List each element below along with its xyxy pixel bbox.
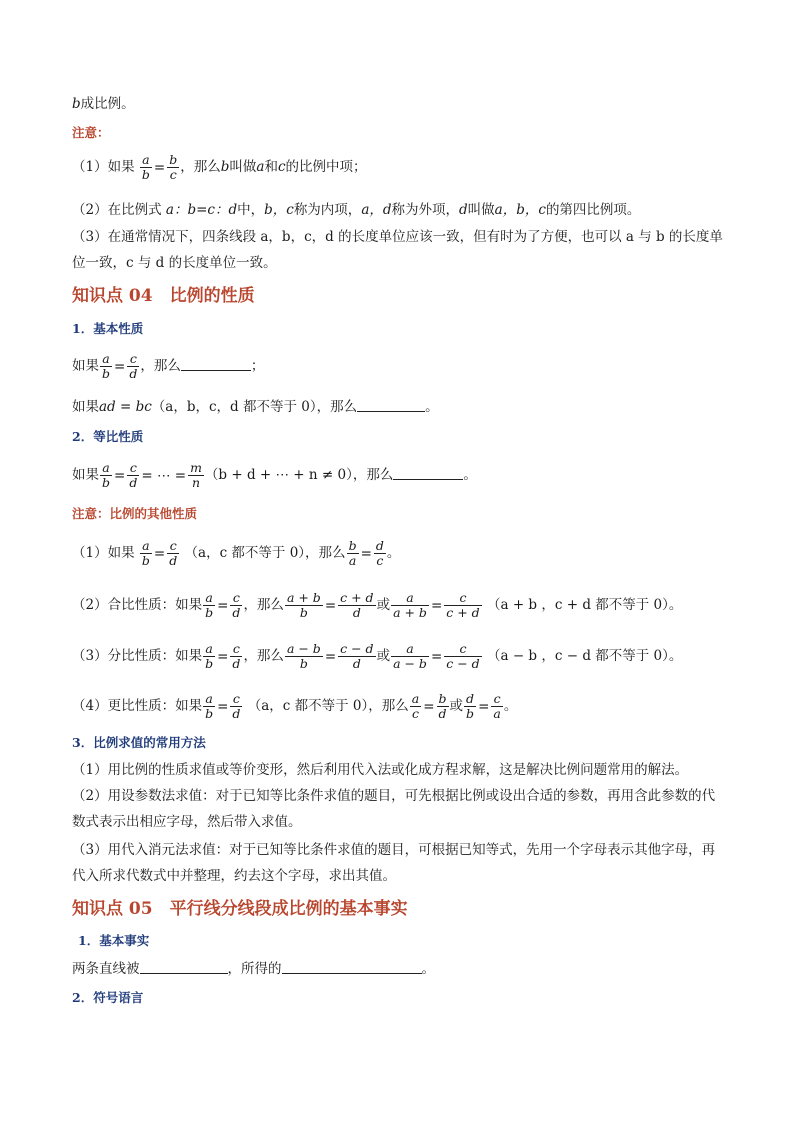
condition: （b + d + ⋯ + n ≠ 0），那么 [204, 467, 394, 483]
property-4-alternendo: （4）更比性质：如果 $\frac{a}{b}$ = $\frac{c}{d}$ （a，c 都不等于 0），那么 $\frac{a}{c}$ = $\frac{b}{d}$ 或 $\frac{d}{b}$ = $\frac{c}{a}$ 。 [72, 691, 518, 721]
text: 或 [449, 698, 464, 714]
denominator: d [129, 366, 138, 381]
equal-ratio-line [72, 461, 724, 490]
denominator: b [102, 366, 111, 381]
equation: ad = bc [99, 399, 152, 415]
equals-sign: = [153, 159, 166, 176]
var: c [277, 159, 286, 175]
numerator: b [169, 152, 178, 167]
fraction-c-over-d [127, 352, 139, 381]
fraction: $\frac{d}{c}$ [375, 538, 384, 568]
denominator: b [102, 475, 111, 490]
item-prefix: （1）如果 [72, 159, 135, 175]
condition: （a，c 都不等于 0），那么 [184, 545, 346, 561]
text: （2）合比性质：如果 [72, 597, 203, 613]
basic-property-line-1 [72, 352, 724, 381]
numerator: c [127, 352, 139, 367]
var: b [220, 159, 230, 175]
equals-sign: = [114, 358, 126, 375]
property-3-dividendo: （3）分比性质：如果 $\frac{a}{b}$ = $\frac{c}{d}$ ，那么 $\frac{a - b}{b}$ = $\frac{c - d}{d}$ 或 $\frac{a}{a - b}$ = $\frac{c}{c - d}$ （a − b ，c − d 都不等于 0）。 [72, 641, 683, 671]
text: 。 [425, 399, 439, 415]
text: 中， [237, 202, 265, 218]
text: （1）如果 [72, 545, 135, 561]
condition: （a，c 都不等于 0），那么 [247, 698, 409, 714]
note-item-2 [72, 198, 724, 222]
var-b: b [72, 96, 81, 112]
fraction-c-over-d [127, 461, 139, 490]
basic-fact-line [72, 957, 724, 981]
other-properties-note: 注意：比例的其他性质 [72, 506, 198, 521]
intro-text: 成比例。 [80, 96, 135, 112]
denominator: n [191, 475, 201, 490]
text: 。 [463, 467, 477, 483]
answer-blank[interactable] [140, 959, 228, 974]
outer-terms: a，d [361, 202, 392, 218]
denominator: d [129, 475, 138, 490]
text: 或 [376, 597, 391, 613]
fraction-a-over-b [100, 352, 112, 381]
text: 。 [421, 961, 435, 977]
section-title-05: 知识点 05 平行线分线段成比例的基本事实 [72, 899, 408, 919]
note-label: 注意： [72, 125, 110, 140]
note-item-1 [72, 153, 724, 182]
text: ； [250, 358, 265, 374]
note-item-3: （3）在通常情况下，四条线段 a，b，c，d 的长度单位应该一致，但有时为了方便，也可以 a 与 b 的长度单位一致，c 与 d 的长度单位一致。 [72, 229, 723, 271]
text: 称为内项， [293, 202, 362, 218]
answer-blank[interactable] [181, 356, 251, 371]
item-prefix: （2）在比例式 [72, 202, 166, 218]
subheading-basic-property: 1．基本性质 [72, 321, 144, 336]
text: 如果 [72, 399, 99, 415]
ellipsis-equals: = ⋯ = [141, 467, 187, 484]
text: 两条直线被 [72, 961, 140, 977]
text: 的比例中项； [285, 159, 367, 175]
subheading-equal-ratio: 2．等比性质 [72, 429, 144, 444]
condition: （a − b ，c − d 都不等于 0）。 [486, 648, 683, 664]
var: d [459, 202, 468, 218]
property-2-componendo: （2）合比性质：如果 $\frac{a}{b}$ = $\frac{c}{d}$ ，那么 $\frac{a + b}{b}$ = $\frac{c + d}{d}$ 或 $\frac{a}{a + b}$ = $\frac{c}{c + d}$ （a + b ，c + d 都不等于 0）。 [72, 590, 683, 620]
fraction-a-over-b [100, 461, 112, 490]
text: ，那么 [243, 597, 284, 613]
answer-blank[interactable] [357, 397, 425, 412]
fraction-b-over-c [167, 153, 179, 182]
text: 叫做 [229, 159, 257, 175]
numerator: a [140, 153, 152, 168]
text: ，那么 [180, 159, 221, 175]
text: 如果 [72, 467, 99, 483]
method-3: （3）用代入消元法求值：对于已知等比条件求值的题目，可根据已知等式，先用一个字母表示其他字母，再代入所求代数式中并整理，约去这个字母，求出其值。 [72, 842, 716, 884]
text: ，那么 [243, 648, 284, 664]
fraction: $\frac{b}{a}$ [348, 538, 357, 568]
method-2: （2）用设参数法求值：对于已知等比条件求值的题目，可先根据比例或设出合适的参数，再用含此参数的代数式表示出相应字母，然后带入求值。 [72, 788, 716, 830]
fraction-a-over-b [140, 153, 152, 182]
intro-line [72, 92, 724, 116]
basic-property-line-2 [72, 395, 724, 419]
denominator: b [141, 167, 150, 182]
condition: （a，b，c，d 都不等于 0），那么 [151, 399, 358, 415]
subheading-methods: 3．比例求值的常用方法 [72, 735, 206, 750]
text: 和 [264, 159, 278, 175]
var-list: a，b，c [494, 202, 546, 218]
fraction-m-over-n [188, 461, 204, 490]
answer-blank[interactable] [282, 959, 422, 974]
numerator: c [127, 461, 139, 476]
text: ，所得的 [227, 961, 282, 977]
fraction: $\frac{a}{b}$ [141, 538, 150, 568]
text: 。 [386, 545, 401, 561]
method-1: （1）用比例的性质求值或等价变形，然后利用代入法或化成方程求解，这是解决比例问题常用的解法。 [72, 762, 689, 778]
property-1: （1）如果 $\frac{a}{b}$ = $\frac{c}{d}$ （a，c 都不等于 0），那么 $\frac{b}{a}$ = $\frac{d}{c}$ 。 [72, 538, 401, 568]
proportion-expression: a：b=c：d [165, 202, 238, 218]
text: 叫做 [467, 202, 495, 218]
text: 的第四比例项。 [545, 202, 641, 218]
inner-terms: b，c [264, 202, 294, 218]
fraction: $\frac{c}{d}$ [169, 538, 178, 568]
answer-blank[interactable] [393, 465, 463, 480]
denominator: c [169, 167, 177, 182]
subheading-symbolic: 2．符号语言 [72, 990, 144, 1005]
text: 。 [503, 698, 518, 714]
numerator: m [190, 460, 202, 475]
text: ，那么 [140, 358, 181, 374]
text: （3）分比性质：如果 [72, 648, 203, 664]
text: 称为外项， [391, 202, 460, 218]
numerator: a [100, 352, 112, 367]
equals-sign: = [114, 467, 126, 484]
text: （4）更比性质：如果 [72, 698, 203, 714]
var: a [256, 159, 265, 175]
text: 如果 [72, 358, 99, 374]
condition: （a + b ，c + d 都不等于 0）。 [486, 597, 683, 613]
subheading-basic-fact: 1．基本事实 [78, 933, 150, 948]
text: 或 [376, 648, 391, 664]
section-title-04: 知识点 04 比例的性质 [72, 286, 255, 306]
numerator: a [100, 461, 112, 476]
